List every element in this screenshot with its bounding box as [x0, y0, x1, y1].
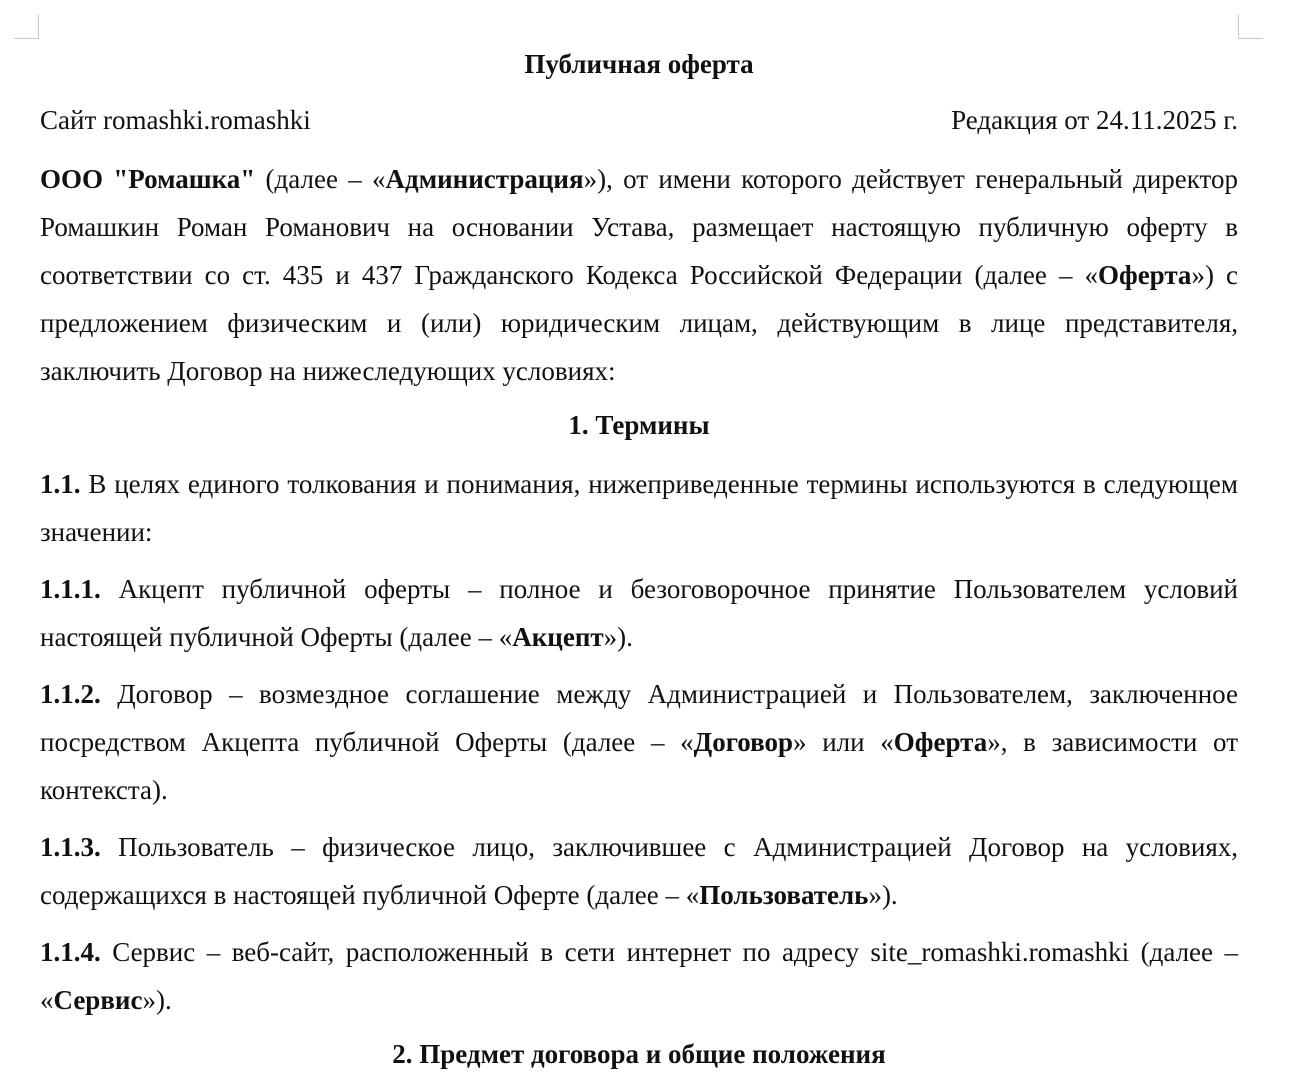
- edition-label: Редакция от 24.11.2025 г.: [951, 105, 1238, 135]
- term-administration: Администрация: [385, 164, 584, 194]
- clause-1-1: 1.1. В целях единого толкования и понимания, нижеприведенные термины используются в следующем значении:: [40, 469, 1238, 547]
- term-user: Пользователь: [699, 880, 869, 910]
- term-acceptance: Акцепт: [512, 622, 604, 652]
- page-corner-mark-left: [14, 14, 39, 39]
- document-meta-row: [40, 99, 1238, 141]
- clause-number: 1.1.3.: [40, 832, 101, 862]
- term-offer: Оферта: [893, 727, 988, 757]
- document-body: [40, 43, 1238, 1089]
- site-label: Сайт romashki.romashki: [40, 105, 311, 135]
- clause-number: 1.1.1.: [40, 574, 101, 604]
- clause-1-1-2: 1.1.2. Договор – возмездное соглашение между Администрацией и Пользователем, заключенное посредством Акцепта публичной Оферты (далее – «Договор» или «Оферта», в зависимости от контекста).: [40, 679, 1238, 805]
- page-corner-mark-right: [1238, 14, 1263, 39]
- clause-1-1-1: 1.1.1. Акцепт публичной оферты – полное и безоговорочное принятие Пользователем условий настоящей публичной Оферты (далее – «Акцепт»).: [40, 574, 1238, 652]
- clause-number: 1.1.: [40, 469, 81, 499]
- clause-number: 1.1.2.: [40, 679, 101, 709]
- clause-number: 1.1.4.: [40, 937, 101, 967]
- document-title: Публичная оферта: [524, 49, 754, 79]
- term-offer: Оферта: [1098, 260, 1192, 290]
- intro-paragraph: ООО "Ромашка" (далее – «Администрация»), от имени которого действует генеральный директор Ромашкин Роман Романович на основании Устава, размещает настоящую публичную оферту в соответствии со ст. 435 и 437 Гражданского Кодекса Российской Федерации (далее – «Оферта») с предложением физическим и (или) юридическим лицам, действующим в лице представителя, заключить Договор на нижеследующих условиях:: [40, 164, 1238, 386]
- section-heading-terms: 1. Термины: [568, 410, 710, 440]
- term-contract: Договор: [693, 727, 794, 757]
- clause-1-1-3: 1.1.3. Пользователь – физическое лицо, заключившее с Администрацией Договор на условиях, содержащихся в настоящей публичной Оферте (далее – «Пользователь»).: [40, 832, 1238, 910]
- section-heading-subject: 2. Предмет договора и общие положения: [392, 1039, 886, 1069]
- term-service: Сервис: [53, 985, 143, 1015]
- company-name: ООО "Ромашка": [40, 164, 256, 194]
- clause-1-1-4: 1.1.4. Сервис – веб-сайт, расположенный в сети интернет по адресу site_romashki.romashki (далее – «Сервис»).: [40, 937, 1238, 1015]
